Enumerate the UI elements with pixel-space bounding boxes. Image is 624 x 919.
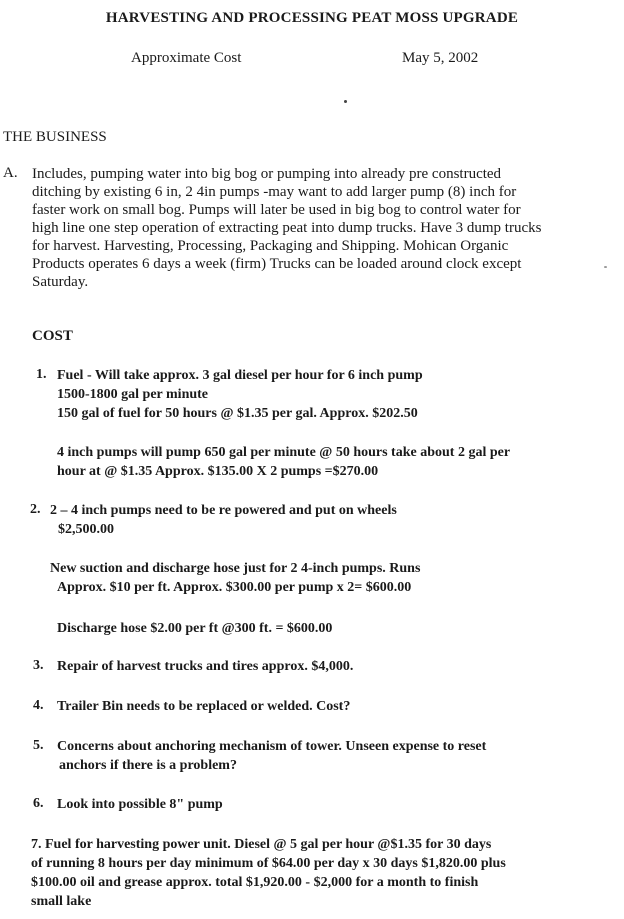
cost-item-7 xyxy=(31,835,506,911)
item-line: hour at @ $1.35 Approx. $135.00 X 2 pumps =$270.00 xyxy=(57,464,379,479)
cost-item-number: 7. xyxy=(31,837,42,852)
cost-item-number: 6. xyxy=(33,796,44,811)
item-line xyxy=(31,835,506,854)
item-line: anchors if there is a problem? xyxy=(59,758,237,773)
paragraph-line: high line one step operation of extracting peat into dump trucks. Have 3 dump trucks xyxy=(32,220,542,236)
paragraph-line: ditching by existing 6 in, 2 4in pumps -may want to add larger pump (8) inch for xyxy=(32,184,517,200)
cost-item-4 xyxy=(57,697,350,716)
paragraph-line: Products operates 6 days a week (firm) Trucks can be loaded around clock except xyxy=(32,256,522,272)
cost-item-1-block-1 xyxy=(57,366,423,423)
paragraph-line: for harvest. Harvesting, Processing, Packaging and Shipping. Mohican Organic xyxy=(32,238,509,254)
section-heading-business: THE BUSINESS xyxy=(3,129,107,145)
document-date: May 5, 2002 xyxy=(402,50,479,66)
cost-item-2-block-1 xyxy=(50,501,397,539)
item-line: Trailer Bin needs to be replaced or welded. Cost? xyxy=(57,699,351,714)
cost-item-2-block-3 xyxy=(57,619,332,638)
cost-item-3 xyxy=(57,657,353,676)
item-line: 1500-1800 gal per minute xyxy=(57,387,209,402)
cost-item-number: 2. xyxy=(30,502,41,517)
cost-item-6 xyxy=(57,795,223,814)
cost-item-number: 5. xyxy=(33,738,44,753)
item-line: Discharge hose $2.00 per ft @300 ft. = $600.00 xyxy=(57,621,333,636)
cost-item-5 xyxy=(57,737,486,775)
document-subtitle: Approximate Cost xyxy=(131,50,242,66)
document-title: HARVESTING AND PROCESSING PEAT MOSS UPGRADE xyxy=(105,10,519,26)
item-line: Fuel - Will take approx. 3 gal diesel per hour for 6 inch pump xyxy=(57,368,423,383)
section-heading-cost: COST xyxy=(32,328,73,344)
cost-item-number: 3. xyxy=(33,658,44,673)
cost-item-number: 1. xyxy=(36,367,47,382)
cost-item-number: 4. xyxy=(33,698,44,713)
item-line: of running 8 hours per day minimum of $64.00 per day x 30 days $1,820.00 plus xyxy=(31,856,506,871)
item-line: Look into possible 8" pump xyxy=(57,797,223,812)
item-line-text: Fuel for harvesting power unit. Diesel @ 5 gal per hour @$1.35 for 30 days xyxy=(45,837,492,852)
cost-item-2-block-2 xyxy=(50,559,420,597)
item-line: 150 gal of fuel for 50 hours @ $1.35 per gal. Approx. $202.50 xyxy=(57,406,418,421)
item-line: Repair of harvest trucks and tires approx. $4,000. xyxy=(57,659,354,674)
item-line: small lake xyxy=(31,894,92,909)
cost-item-1-block-2 xyxy=(57,443,510,481)
item-marker-a: A. xyxy=(3,165,18,181)
item-line: $2,500.00 xyxy=(58,522,114,537)
item-line: New suction and discharge hose just for 2 4-inch pumps. Runs xyxy=(50,561,421,576)
scan-speck xyxy=(344,100,347,103)
item-line: 2 – 4 inch pumps need to be re powered and put on wheels xyxy=(50,503,397,518)
item-line: Concerns about anchoring mechanism of tower. Unseen expense to reset xyxy=(57,739,487,754)
item-line: Approx. $10 per ft. Approx. $300.00 per pump x 2= $600.00 xyxy=(57,580,412,595)
paragraph-line: Includes, pumping water into big bog or pumping into already pre constructed xyxy=(32,166,502,182)
item-line: $100.00 oil and grease approx. total $1,920.00 - $2,000 for a month to finish xyxy=(31,875,479,890)
paragraph-line: faster work on small bog. Pumps will later be used in big bog to control water for xyxy=(32,202,521,218)
item-line: 4 inch pumps will pump 650 gal per minute @ 50 hours take about 2 gal per xyxy=(57,445,511,460)
business-paragraph xyxy=(32,165,541,291)
scan-speck xyxy=(604,266,607,268)
paragraph-line: Saturday. xyxy=(32,274,89,290)
